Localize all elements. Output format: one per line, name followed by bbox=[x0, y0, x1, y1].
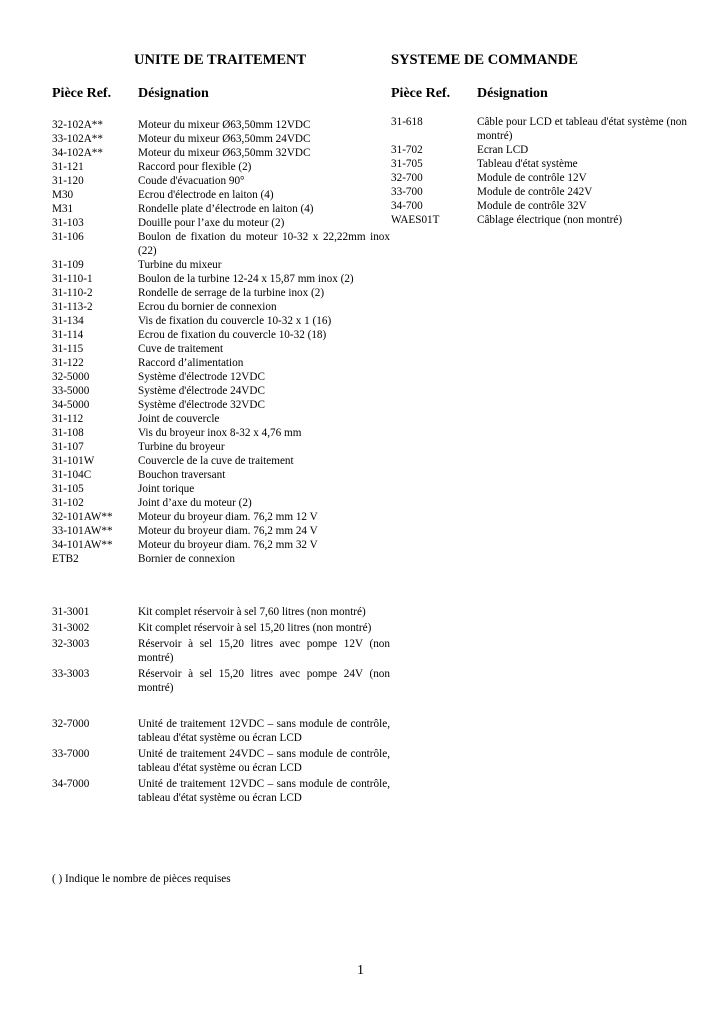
list-item bbox=[391, 172, 687, 186]
part-ref: 32-3003 bbox=[52, 638, 90, 650]
list-item bbox=[52, 483, 392, 497]
part-designation: Bouchon traversant bbox=[138, 469, 226, 481]
part-ref: 31-121 bbox=[52, 161, 84, 173]
list-item bbox=[52, 622, 392, 636]
list-item bbox=[52, 553, 392, 567]
part-designation: Turbine du broyeur bbox=[138, 441, 225, 453]
part-designation: Kit complet réservoir à sel 15,20 litres (non montré) bbox=[138, 622, 372, 634]
list-item bbox=[52, 175, 392, 189]
list-item bbox=[52, 301, 392, 315]
part-ref: 34-5000 bbox=[52, 399, 90, 411]
part-designation: Module de contrôle 242V bbox=[477, 186, 593, 198]
list-item bbox=[391, 158, 687, 172]
part-ref: 33-102A** bbox=[52, 133, 103, 145]
part-ref: 31-107 bbox=[52, 441, 84, 453]
part-designation: Module de contrôle 32V bbox=[477, 200, 587, 212]
part-ref: 34-102A** bbox=[52, 147, 103, 159]
part-designation: Rondelle de serrage de la turbine inox (2) bbox=[138, 287, 325, 299]
part-designation: Système d'électrode 24VDC bbox=[138, 385, 265, 397]
part-designation: Réservoir à sel 15,20 litres avec pompe 12V (non montré) bbox=[138, 638, 390, 664]
part-designation: Câble pour LCD et tableau d'état système (non montré) bbox=[477, 116, 687, 142]
part-ref: 31-104C bbox=[52, 469, 92, 481]
part-designation: Système d'électrode 12VDC bbox=[138, 371, 265, 383]
list-item bbox=[52, 668, 392, 696]
list-item bbox=[52, 315, 392, 329]
list-item bbox=[391, 200, 687, 214]
list-item bbox=[52, 399, 392, 413]
list-item bbox=[391, 144, 687, 158]
right-section-title: SYSTEME DE COMMANDE bbox=[391, 52, 578, 68]
part-ref: 32-101AW** bbox=[52, 511, 113, 523]
list-item bbox=[52, 385, 392, 399]
list-item bbox=[52, 497, 392, 511]
list-item bbox=[52, 273, 392, 287]
part-designation: Moteur du mixeur Ø63,50mm 24VDC bbox=[138, 133, 311, 145]
part-designation: Réservoir à sel 15,20 litres avec pompe 24V (non montré) bbox=[138, 668, 390, 694]
part-ref: 33-5000 bbox=[52, 385, 90, 397]
part-ref: M30 bbox=[52, 189, 74, 201]
list-item bbox=[52, 718, 392, 746]
part-ref: 31-101W bbox=[52, 455, 95, 467]
part-ref: 31-103 bbox=[52, 217, 84, 229]
part-designation: Raccord pour flexible (2) bbox=[138, 161, 252, 173]
part-designation: Boulon de fixation du moteur 10-32 x 22,22mm inox (22) bbox=[138, 231, 390, 257]
part-ref: 31-3002 bbox=[52, 622, 90, 634]
list-item bbox=[52, 455, 392, 469]
list-item bbox=[52, 231, 392, 259]
part-designation: Vis du broyeur inox 8-32 x 4,76 mm bbox=[138, 427, 302, 439]
part-designation: Couvercle de la cuve de traitement bbox=[138, 455, 294, 467]
part-ref: 31-109 bbox=[52, 259, 84, 271]
part-designation: Unité de traitement 12VDC – sans module de contrôle, tableau d'état système ou écran LCD bbox=[138, 718, 390, 744]
part-ref: 31-112 bbox=[52, 413, 84, 425]
list-item bbox=[52, 539, 392, 553]
part-ref: 31-114 bbox=[52, 329, 84, 341]
list-item bbox=[52, 329, 392, 343]
list-item bbox=[52, 413, 392, 427]
part-ref: WAES01T bbox=[391, 214, 440, 226]
list-item bbox=[52, 748, 392, 776]
part-ref: 31-702 bbox=[391, 144, 423, 156]
list-item bbox=[52, 778, 392, 806]
part-designation: Kit complet réservoir à sel 7,60 litres (non montré) bbox=[138, 606, 366, 618]
list-item bbox=[52, 371, 392, 385]
part-ref: 34-700 bbox=[391, 200, 423, 212]
list-item bbox=[52, 259, 392, 273]
list-item bbox=[52, 469, 392, 483]
part-designation: Douille pour l’axe du moteur (2) bbox=[138, 217, 285, 229]
part-ref: 31-134 bbox=[52, 315, 84, 327]
part-designation: Rondelle plate d’électrode en laiton (4) bbox=[138, 203, 314, 215]
list-item bbox=[52, 287, 392, 301]
part-designation: Turbine du mixeur bbox=[138, 259, 222, 271]
list-item bbox=[52, 343, 392, 357]
list-item bbox=[52, 638, 392, 666]
part-ref: 34-101AW** bbox=[52, 539, 113, 551]
part-ref: 31-106 bbox=[52, 231, 84, 243]
footnote: ( ) Indique le nombre de pièces requises bbox=[52, 873, 231, 885]
part-designation: Câblage électrique (non montré) bbox=[477, 214, 623, 226]
part-ref: 34-7000 bbox=[52, 778, 90, 790]
part-designation: Moteur du broyeur diam. 76,2 mm 32 V bbox=[138, 539, 318, 551]
part-designation: Ecrou d'électrode en laiton (4) bbox=[138, 189, 274, 201]
part-designation: Bornier de connexion bbox=[138, 553, 235, 565]
part-designation: Joint de couvercle bbox=[138, 413, 220, 425]
page-number: 1 bbox=[357, 963, 364, 978]
list-item bbox=[52, 441, 392, 455]
part-designation: Cuve de traitement bbox=[138, 343, 224, 355]
list-item bbox=[52, 217, 392, 231]
part-designation: Module de contrôle 12V bbox=[477, 172, 587, 184]
list-item bbox=[391, 116, 687, 144]
part-ref: 31-122 bbox=[52, 357, 84, 369]
right-col-des-header: Désignation bbox=[477, 86, 548, 101]
part-ref: 31-108 bbox=[52, 427, 84, 439]
list-item bbox=[52, 161, 392, 175]
part-designation: Ecran LCD bbox=[477, 144, 529, 156]
part-ref: 32-7000 bbox=[52, 718, 90, 730]
list-item bbox=[52, 189, 392, 203]
part-designation: Moteur du broyeur diam. 76,2 mm 12 V bbox=[138, 511, 318, 523]
part-designation: Joint d’axe du moteur (2) bbox=[138, 497, 252, 509]
list-item bbox=[52, 119, 392, 133]
part-designation: Moteur du mixeur Ø63,50mm 12VDC bbox=[138, 119, 311, 131]
part-designation: Joint torique bbox=[138, 483, 195, 495]
part-ref: 31-3001 bbox=[52, 606, 90, 618]
list-item bbox=[52, 357, 392, 371]
part-ref: 31-110-1 bbox=[52, 273, 93, 285]
part-designation: Moteur du mixeur Ø63,50mm 32VDC bbox=[138, 147, 311, 159]
left-section-title: UNITE DE TRAITEMENT bbox=[134, 52, 307, 68]
part-ref: 31-120 bbox=[52, 175, 84, 187]
part-designation: Moteur du broyeur diam. 76,2 mm 24 V bbox=[138, 525, 318, 537]
part-designation: Vis de fixation du couvercle 10-32 x 1 (16) bbox=[138, 315, 332, 327]
part-ref: 31-113-2 bbox=[52, 301, 93, 313]
list-item bbox=[52, 606, 392, 620]
part-ref: 33-101AW** bbox=[52, 525, 113, 537]
list-item bbox=[52, 427, 392, 441]
part-ref: 33-700 bbox=[391, 186, 423, 198]
part-ref: 32-102A** bbox=[52, 119, 103, 131]
part-designation: Boulon de la turbine 12-24 x 15,87 mm inox (2) bbox=[138, 273, 354, 285]
part-ref: 31-110-2 bbox=[52, 287, 93, 299]
part-ref: M31 bbox=[52, 203, 74, 215]
right-col-ref-header: Pièce Ref. bbox=[391, 86, 451, 101]
list-item bbox=[52, 133, 392, 147]
list-item bbox=[391, 186, 687, 200]
list-item bbox=[52, 203, 392, 217]
part-ref: 31-115 bbox=[52, 343, 84, 355]
part-designation: Ecrou de fixation du couvercle 10-32 (18) bbox=[138, 329, 327, 341]
list-item bbox=[391, 214, 687, 228]
part-ref: 32-700 bbox=[391, 172, 423, 184]
part-ref: ETB2 bbox=[52, 553, 79, 565]
part-designation: Raccord d’alimentation bbox=[138, 357, 244, 369]
part-ref: 33-3003 bbox=[52, 668, 90, 680]
part-designation: Tableau d'état système bbox=[477, 158, 578, 170]
part-ref: 32-5000 bbox=[52, 371, 90, 383]
part-ref: 31-618 bbox=[391, 116, 423, 128]
part-ref: 31-705 bbox=[391, 158, 423, 170]
part-designation: Système d'électrode 32VDC bbox=[138, 399, 265, 411]
list-item bbox=[52, 511, 392, 525]
part-designation: Unité de traitement 24VDC – sans module de contrôle, tableau d'état système ou écran LCD bbox=[138, 748, 390, 774]
part-designation: Unité de traitement 12VDC – sans module de contrôle, tableau d'état système ou écran LCD bbox=[138, 778, 390, 804]
part-ref: 31-105 bbox=[52, 483, 84, 495]
part-designation: Ecrou du bornier de connexion bbox=[138, 301, 277, 313]
part-ref: 31-102 bbox=[52, 497, 84, 509]
left-col-ref-header: Pièce Ref. bbox=[52, 86, 112, 101]
list-item bbox=[52, 147, 392, 161]
left-col-des-header: Désignation bbox=[138, 86, 209, 101]
part-designation: Coude d'évacuation 90° bbox=[138, 175, 245, 187]
part-ref: 33-7000 bbox=[52, 748, 90, 760]
list-item bbox=[52, 525, 392, 539]
